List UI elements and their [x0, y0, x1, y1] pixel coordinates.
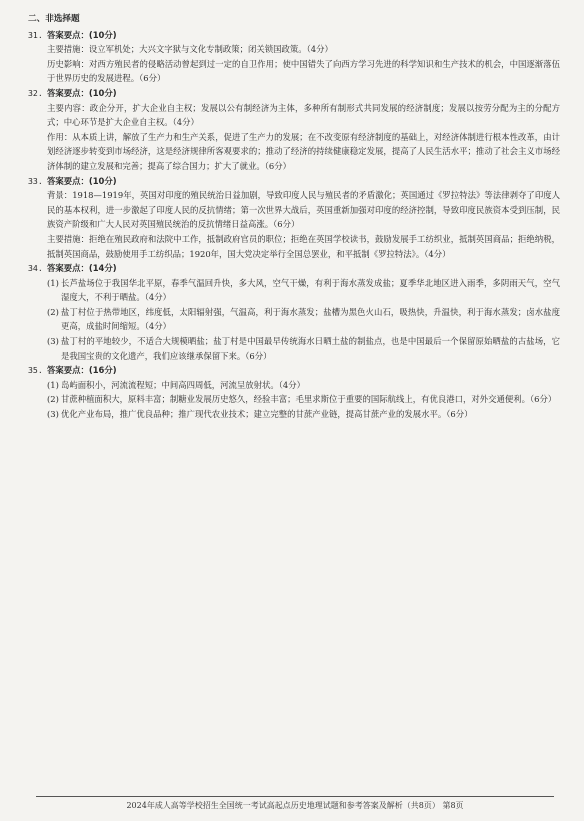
- answer-content: [28, 12, 560, 422]
- question-header: [28, 28, 560, 43]
- answer-paragraph: 主要措施：设立军机处；大兴文字狱与文化专制政策；闭关锁国政策。（4分）: [47, 44, 333, 55]
- question-header: [28, 174, 560, 189]
- answer-paragraph: 历史影响：对西方殖民者的侵略活动曾起到过一定的自卫作用；使中国错失了向西方学习先进的科学知识和生产技术的机会，中国逐渐落伍于世界历史的发展进程。（6分）: [47, 58, 560, 84]
- question-block: [28, 261, 560, 363]
- sub-answer-number: (2): [47, 306, 59, 317]
- question-header: [28, 261, 560, 276]
- question-block: [28, 363, 560, 421]
- question-block: [28, 28, 560, 86]
- sub-answer: [28, 305, 560, 334]
- question-number: 33.: [28, 175, 43, 186]
- sub-answer-number: (3): [47, 409, 59, 420]
- question-number: 34.: [28, 263, 43, 274]
- sub-answer-number: (3): [47, 336, 59, 347]
- sub-answer: [28, 334, 560, 363]
- sub-answer: [28, 407, 560, 422]
- sub-answer-number: (1): [47, 277, 59, 288]
- answer-paragraph: 主要内容：政企分开，扩大企业自主权；发展以公有制经济为主体，多种所有制形式共同发展的经济制度；发展以按劳分配为主的分配方式；中心环节是扩大企业自主权。（4分）: [47, 102, 560, 128]
- answer-points-title: 答案要点：(14分): [47, 263, 117, 274]
- sub-answer-text: 甘蔗种植面积大，原料丰富；制糖业发展历史悠久，经验丰富；毛里求斯位于重要的国际航线上，有优良港口，对外交通便利。（6分）: [61, 394, 557, 405]
- answer-points-title: 答案要点：(10分): [47, 175, 117, 186]
- sub-answer: [28, 378, 560, 393]
- answer-points-title: 答案要点：(10分): [47, 29, 117, 40]
- sub-answer-number: (2): [47, 394, 59, 405]
- answer-points-title: 答案要点：(10分): [47, 87, 117, 98]
- answer-paragraph: 作用：从本质上讲，解放了生产力和生产关系，促进了生产力的发展；在不改变原有经济制度的基础上，对经济体制进行根本性改革，由计划经济逐步转变到市场经济，这是经济规律所客观要求的；推动了经济的持续健康稳定发展，提高了人民生活水平；推动了社会主义市场经济体制的建立发展和完善；提高了综合国力；扩大了就业。（6分）: [47, 131, 560, 171]
- sub-answer: [28, 276, 560, 305]
- sub-answer: [28, 392, 560, 407]
- question-list: [28, 28, 560, 422]
- question-number: 35.: [28, 365, 43, 376]
- sub-answer-text: 岛屿面积小，河流流程短；中间高四周低，河流呈放射状。（4分）: [61, 379, 306, 390]
- sub-answer-text: 长芦盐场位于我国华北平原，春季气温回升快，多大风，空气干燥，有利于海水蒸发成盐；夏季华北地区进入雨季，多阴雨天气，空气湿度大，不利于晒盐。（4分）: [61, 277, 560, 303]
- sub-answer-text: 优化产业布局，推广优良品种；推广现代农业技术；建立完整的甘蔗产业链，提高甘蔗产业的发展水平。（6分）: [61, 409, 473, 420]
- question-header: [28, 363, 560, 378]
- question-block: [28, 86, 560, 174]
- section-title: 二、非选择题: [28, 14, 80, 24]
- question-header: [28, 86, 560, 101]
- footer-divider: [36, 796, 554, 797]
- answer-paragraph: 背景：1918—1919年，英国对印度的殖民统治日益加剧，导致印度人民与殖民者的矛盾激化；英国通过《罗拉特法》等法律剥夺了印度人民的基本权利，进一步激起了印度人民的反抗情绪；第一次世界大战后，英国重新加强对印度的经济控制，导致印度民族资本受到压制，民族资产阶级和广大人民对英国殖民统治的反抗情绪日益高涨。（6分）: [47, 190, 560, 230]
- sub-answer-text: 盐丁村的平地较少，不适合大规模晒盐；盐丁村是中国最早传统海水日晒土盐的制盐点，也是中国最后一个保留原始晒盐的古盐场，它是我国宝贵的文化遗产，我们应该继承保留下来。（6分）: [61, 336, 560, 361]
- page-footer: 2024年成人高等学校招生全国统一考试高起点历史地理试题和参考答案及解析（共8页） 第8页: [126, 801, 464, 810]
- sub-answer-text: 盐丁村位于热带地区，纬度低，太阳辐射强，气温高，利于海水蒸发；盐槽为黑色火山石，吸热快，升温快，利于海水蒸发；卤水盐度更高，成盐时间缩短。（4分）: [61, 306, 560, 332]
- question-number: 32.: [28, 87, 43, 98]
- question-number: 31.: [28, 29, 43, 40]
- sub-answer-number: (1): [47, 379, 59, 390]
- question-block: [28, 174, 560, 262]
- answer-points-title: 答案要点：(16分): [47, 365, 117, 376]
- answer-paragraph: 主要措施：拒绝在殖民政府和法院中工作，抵制政府官员的职位；拒绝在英国学校读书，鼓励发展手工纺织业，抵制英国商品；拒绝纳税，抵制英国商品，鼓励使用手工纺织品；1920年，国大党决定举行全国总罢业，和平抵制《罗拉特法》。（4分）: [47, 233, 560, 259]
